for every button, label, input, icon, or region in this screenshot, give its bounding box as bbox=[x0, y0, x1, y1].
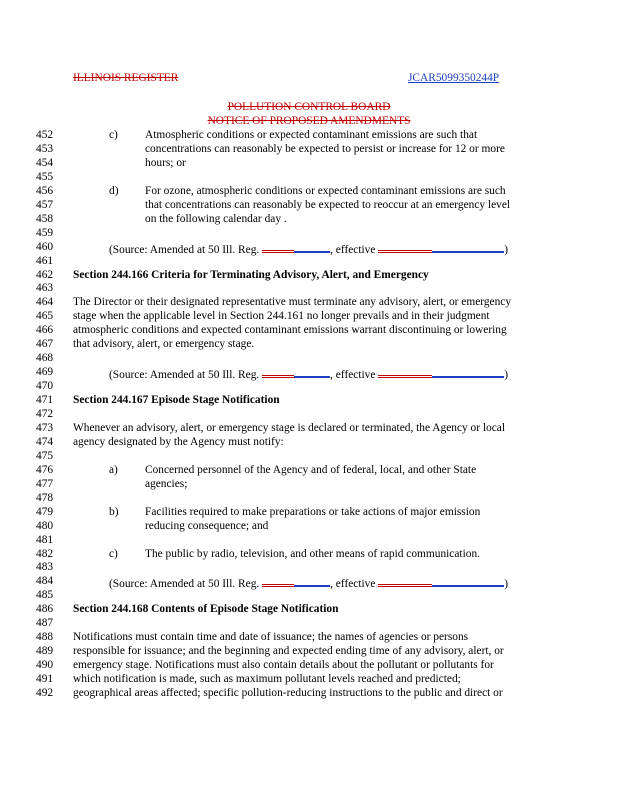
list-label: b) bbox=[109, 505, 119, 518]
section-heading: Section 244.167 Episode Stage Notification bbox=[73, 394, 280, 407]
body-text-line: agency designated by the Agency must notify: bbox=[73, 435, 284, 448]
body-text-line: that advisory, alert, or emergency stage. bbox=[73, 338, 255, 351]
source-note: (Source: Amended at 50 Ill. Reg. , effective ) bbox=[109, 366, 508, 381]
body-text-line: which notification is made, such as maximum pollutant levels reached and predicted; bbox=[73, 673, 461, 686]
body-text-line: on the following calendar day . bbox=[145, 212, 287, 225]
line-number: 467 bbox=[36, 338, 54, 351]
list-label: c) bbox=[109, 547, 118, 560]
line-number: 454 bbox=[36, 156, 54, 169]
line-number: 479 bbox=[36, 505, 54, 518]
line-number: 491 bbox=[36, 673, 54, 686]
line-number: 483 bbox=[36, 561, 54, 574]
line-number: 465 bbox=[36, 310, 54, 323]
body-text-line: emergency stage. Notifications must also contain details about the pollutant or pollutants for bbox=[73, 659, 494, 672]
body-text-line: agencies; bbox=[145, 477, 188, 490]
line-number: 461 bbox=[36, 254, 54, 267]
body-text-line: stage when the applicable level in Section 244.161 no longer prevails and in their judgment bbox=[73, 310, 490, 323]
blank-line bbox=[262, 575, 294, 587]
blank-line bbox=[262, 366, 294, 378]
line-number: 471 bbox=[36, 394, 54, 407]
list-label: c) bbox=[109, 129, 118, 141]
line-number: 472 bbox=[36, 408, 54, 420]
line-number: 455 bbox=[36, 170, 54, 183]
line-number: 487 bbox=[36, 617, 54, 630]
body-text-line: The Director or their designated representative must terminate any advisory, alert, or emergency bbox=[73, 296, 512, 309]
body-text-line: concentrations can reasonably be expected to persist or increase for 12 or more bbox=[145, 142, 505, 155]
line-number: 478 bbox=[36, 491, 54, 504]
line-number: 452 bbox=[36, 129, 54, 141]
line-number: 480 bbox=[36, 519, 54, 532]
line-number: 469 bbox=[36, 366, 54, 379]
blank-line bbox=[262, 241, 294, 253]
body-text-line: For ozone, atmospheric conditions or expected contaminant emissions are such bbox=[145, 184, 506, 197]
line-number: 464 bbox=[36, 296, 54, 309]
line-number: 481 bbox=[36, 533, 54, 546]
line-number: 488 bbox=[36, 631, 54, 644]
body-text-line: The public by radio, television, and other means of rapid communication. bbox=[145, 547, 480, 560]
blank-line bbox=[378, 575, 432, 587]
line-number: 492 bbox=[36, 687, 54, 699]
body-text-line: responsible for issuance; and the beginning and expected ending time of any advisory, alert, or bbox=[73, 645, 504, 658]
line-number: 459 bbox=[36, 226, 54, 239]
line-number: 458 bbox=[36, 212, 54, 225]
line-number: 462 bbox=[36, 268, 54, 281]
body-text-line: geographical areas affected; specific pollution-reducing instructions to the public and direct or bbox=[73, 687, 503, 699]
body-text-line: that concentrations can reasonably be expected to reoccur at an emergency level bbox=[145, 198, 511, 211]
list-label: d) bbox=[109, 184, 119, 197]
blank-line bbox=[432, 367, 504, 378]
line-number: 489 bbox=[36, 645, 54, 658]
notice-title: NOTICE OF PROPOSED AMENDMENTS bbox=[207, 115, 411, 127]
body-text-line: atmospheric conditions and expected contaminant emissions warrant discontinuing or lowering bbox=[73, 324, 507, 337]
line-number: 475 bbox=[36, 449, 54, 462]
line-number: 482 bbox=[36, 547, 54, 560]
blank-line bbox=[378, 366, 432, 378]
body-text-line: Whenever an advisory, alert, or emergency stage is declared or terminated, the Agency or local bbox=[73, 421, 506, 434]
line-number: 466 bbox=[36, 324, 54, 337]
section-heading: Section 244.166 Criteria for Terminating Advisory, Alert, and Emergency bbox=[73, 268, 429, 281]
blank-line bbox=[432, 242, 504, 253]
line-number: 474 bbox=[36, 435, 54, 448]
body-text-line: Facilities required to make preparations or take actions of major emission bbox=[145, 505, 481, 518]
line-number: 457 bbox=[36, 198, 54, 211]
line-number: 486 bbox=[36, 603, 54, 616]
blank-line bbox=[294, 242, 330, 253]
blank-line bbox=[294, 576, 330, 587]
source-note: (Source: Amended at 50 Ill. Reg. , effective ) bbox=[109, 575, 508, 590]
blank-line bbox=[378, 241, 432, 253]
board-title: POLLUTION CONTROL BOARD bbox=[227, 101, 391, 113]
line-number: 470 bbox=[36, 380, 54, 393]
section-heading: Section 244.168 Contents of Episode Stage Notification bbox=[73, 603, 339, 616]
line-number: 456 bbox=[36, 184, 54, 197]
line-number: 485 bbox=[36, 589, 54, 602]
body-text-line: reducing consequence; and bbox=[145, 519, 269, 532]
body-text-line: hours; or bbox=[145, 156, 186, 169]
list-label: a) bbox=[109, 463, 118, 476]
line-number: 468 bbox=[36, 352, 54, 365]
line-number: 460 bbox=[36, 240, 54, 253]
source-note: (Source: Amended at 50 Ill. Reg. , effective ) bbox=[109, 241, 508, 256]
line-number: 473 bbox=[36, 421, 54, 434]
line-number: 476 bbox=[36, 463, 54, 476]
line-number: 477 bbox=[36, 477, 54, 490]
header-left: ILLINOIS REGISTER bbox=[73, 72, 179, 84]
body-text-line: Atmospheric conditions or expected contaminant emissions are such that bbox=[145, 129, 478, 141]
line-number: 453 bbox=[36, 142, 54, 155]
blank-line bbox=[432, 576, 504, 587]
body-text-line: Notifications must contain time and date of issuance; the names of agencies or persons bbox=[73, 631, 469, 644]
header-right: JCAR5099350244P bbox=[408, 72, 500, 84]
blank-line bbox=[294, 367, 330, 378]
line-number: 463 bbox=[36, 282, 54, 295]
body-text-line: Concerned personnel of the Agency and of federal, local, and other State bbox=[145, 463, 477, 476]
line-number: 484 bbox=[36, 575, 54, 588]
line-number: 490 bbox=[36, 659, 54, 672]
